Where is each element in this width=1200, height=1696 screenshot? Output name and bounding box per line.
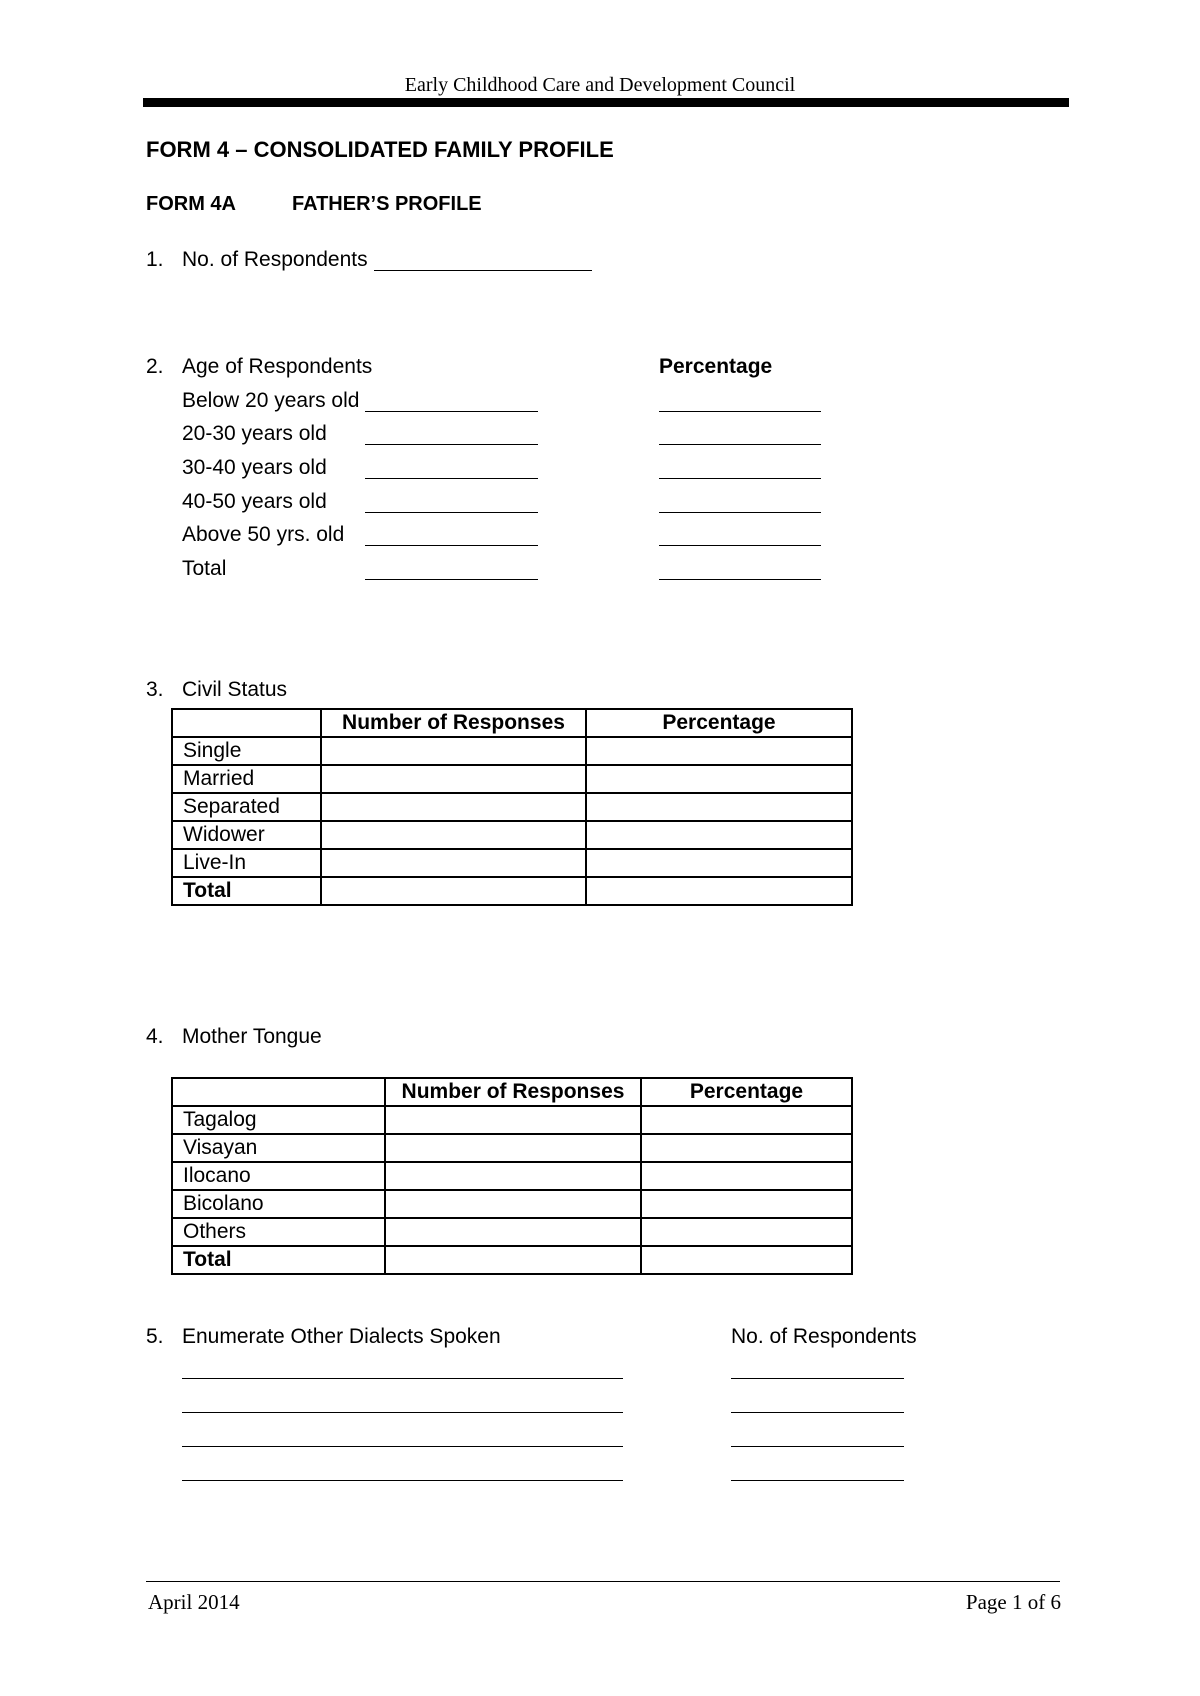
q2-age-label: 20-30 years old (182, 422, 327, 445)
row-label: Ilocano (172, 1162, 385, 1190)
table-row (172, 849, 852, 877)
header-cell: Number of Responses (385, 1078, 641, 1106)
responses-cell[interactable] (321, 877, 586, 905)
q3-number: 3. (146, 678, 164, 701)
responses-cell[interactable] (321, 793, 586, 821)
table-row (172, 793, 852, 821)
dialect-respondents-blank[interactable] (731, 1446, 904, 1447)
row-label: Live-In (172, 849, 321, 877)
q2-percentage-blank[interactable] (659, 545, 821, 546)
percentage-cell[interactable] (641, 1190, 852, 1218)
percentage-cell[interactable] (586, 849, 852, 877)
table-total-row (172, 877, 852, 905)
q2-count-blank[interactable] (365, 579, 538, 580)
q2-age-label: 30-40 years old (182, 456, 327, 479)
percentage-cell[interactable] (586, 793, 852, 821)
row-label: Others (172, 1218, 385, 1246)
q2-count-blank[interactable] (365, 444, 538, 445)
q2-percentage-blank[interactable] (659, 444, 821, 445)
footer-rule (146, 1581, 1060, 1582)
header-cell: Number of Responses (321, 709, 586, 737)
responses-cell[interactable] (385, 1190, 641, 1218)
q2-label: Age of Respondents (182, 355, 373, 378)
footer-date: April 2014 (148, 1590, 240, 1614)
q4-label: Mother Tongue (182, 1025, 322, 1048)
header-cell (172, 709, 321, 737)
q2-percentage-blank[interactable] (659, 478, 821, 479)
q5-label: Enumerate Other Dialects Spoken (182, 1325, 501, 1348)
row-label: Married (172, 765, 321, 793)
dialect-blank[interactable] (182, 1378, 623, 1379)
responses-cell[interactable] (321, 765, 586, 793)
q2-age-label: Below 20 years old (182, 389, 360, 412)
percentage-cell[interactable] (641, 1246, 852, 1274)
row-label: Bicolano (172, 1190, 385, 1218)
dialect-respondents-blank[interactable] (731, 1480, 904, 1481)
percentage-cell[interactable] (586, 821, 852, 849)
row-label: Visayan (172, 1134, 385, 1162)
table-row (172, 737, 852, 765)
subform-code: FORM 4A (146, 193, 236, 215)
table-header-row (172, 709, 852, 737)
q5-respondents-header: No. of Respondents (731, 1325, 917, 1348)
percentage-cell[interactable] (641, 1162, 852, 1190)
table-total-row (172, 1246, 852, 1274)
q2-number: 2. (146, 355, 164, 378)
table-row (172, 1106, 852, 1134)
civil-status-table (171, 708, 853, 906)
header-cell: Percentage (586, 709, 852, 737)
q2-count-blank[interactable] (365, 545, 538, 546)
percentage-cell[interactable] (641, 1134, 852, 1162)
header-cell: Percentage (641, 1078, 852, 1106)
q5-number: 5. (146, 1325, 164, 1348)
dialect-respondents-blank[interactable] (731, 1378, 904, 1379)
responses-cell[interactable] (321, 821, 586, 849)
header-cell (172, 1078, 385, 1106)
mother-tongue-table (171, 1077, 853, 1275)
header-rule (143, 98, 1069, 107)
row-label: Total (172, 1246, 385, 1274)
percentage-cell[interactable] (586, 737, 852, 765)
q2-percentage-header: Percentage (659, 355, 773, 378)
responses-cell[interactable] (385, 1106, 641, 1134)
dialect-blank[interactable] (182, 1480, 623, 1481)
table-row (172, 1190, 852, 1218)
subform-name: FATHER’S PROFILE (292, 193, 482, 215)
table-row (172, 765, 852, 793)
table-row (172, 821, 852, 849)
dialect-blank[interactable] (182, 1412, 623, 1413)
table-row (172, 1218, 852, 1246)
percentage-cell[interactable] (641, 1218, 852, 1246)
responses-cell[interactable] (385, 1218, 641, 1246)
responses-cell[interactable] (321, 737, 586, 765)
q2-age-label: 40-50 years old (182, 490, 327, 513)
row-label: Total (172, 877, 321, 905)
form-title: FORM 4 – CONSOLIDATED FAMILY PROFILE (146, 137, 614, 162)
responses-cell[interactable] (385, 1134, 641, 1162)
q4-number: 4. (146, 1025, 164, 1048)
q2-age-label: Total (182, 557, 227, 580)
document-header: Early Childhood Care and Development Council (404, 74, 796, 96)
dialect-blank[interactable] (182, 1446, 623, 1447)
percentage-cell[interactable] (586, 877, 852, 905)
responses-cell[interactable] (385, 1246, 641, 1274)
percentage-cell[interactable] (641, 1106, 852, 1134)
row-label: Single (172, 737, 321, 765)
row-label: Separated (172, 793, 321, 821)
dialect-respondents-blank[interactable] (731, 1412, 904, 1413)
q2-count-blank[interactable] (365, 512, 538, 513)
row-label: Tagalog (172, 1106, 385, 1134)
row-label: Widower (172, 821, 321, 849)
table-row (172, 1162, 852, 1190)
q3-label: Civil Status (182, 678, 288, 701)
q2-percentage-blank[interactable] (659, 579, 821, 580)
q2-age-label: Above 50 yrs. old (182, 523, 345, 546)
q1-label: No. of Respondents (182, 248, 368, 271)
q2-percentage-blank[interactable] (659, 512, 821, 513)
q1-blank[interactable] (374, 270, 592, 271)
q1-number: 1. (146, 248, 164, 271)
percentage-cell[interactable] (586, 765, 852, 793)
responses-cell[interactable] (321, 849, 586, 877)
footer-page-number: Page 1 of 6 (965, 1590, 1061, 1614)
q2-percentage-blank[interactable] (659, 411, 821, 412)
q2-count-blank[interactable] (365, 411, 538, 412)
table-row (172, 1134, 852, 1162)
table-header-row (172, 1078, 852, 1106)
q2-count-blank[interactable] (365, 478, 538, 479)
responses-cell[interactable] (385, 1162, 641, 1190)
